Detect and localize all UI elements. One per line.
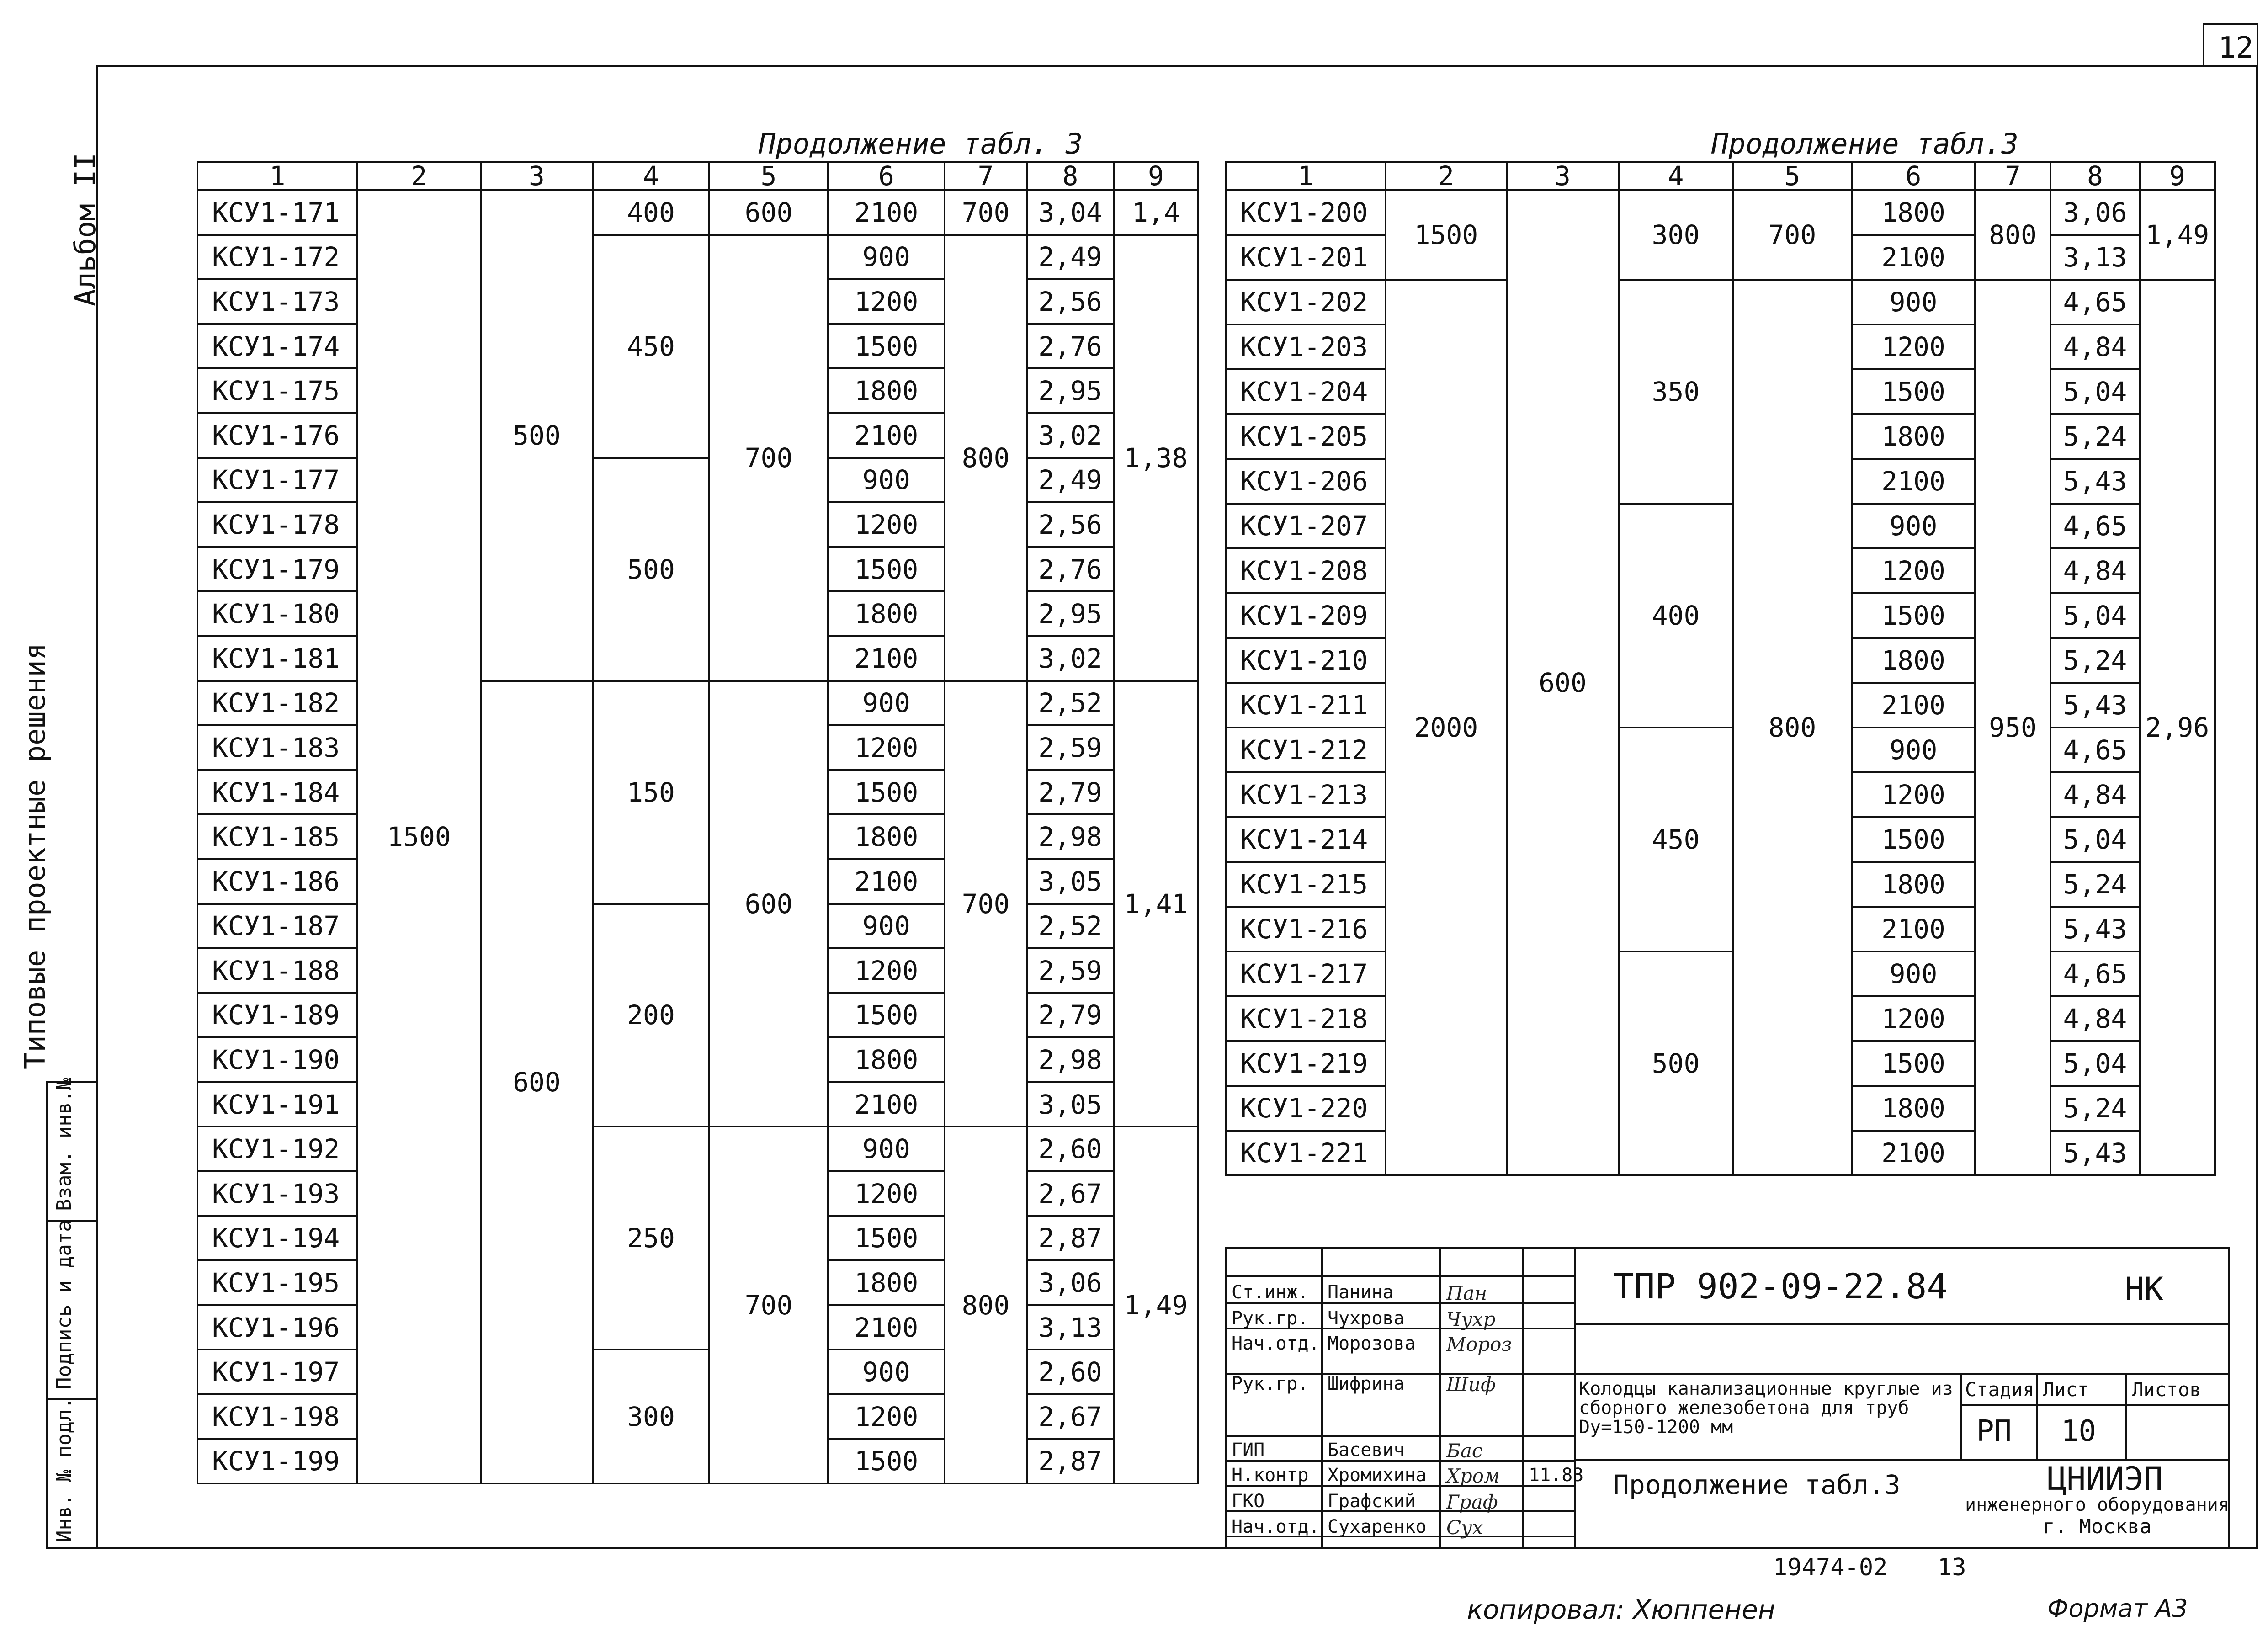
header-cell: 7 xyxy=(1975,162,2050,190)
value-cell: 1200 xyxy=(1852,772,1975,817)
table-row xyxy=(197,681,1198,726)
value-cell: 1500 xyxy=(1852,593,1975,638)
value-cell: 2,52 xyxy=(1027,904,1114,949)
value-cell: 150 xyxy=(593,681,709,904)
value-cell: 1800 xyxy=(1852,414,1975,459)
value-cell: 300 xyxy=(1619,190,1733,280)
tb-line xyxy=(1960,1404,2230,1406)
header-cell: 9 xyxy=(2140,162,2215,190)
value-cell: 700 xyxy=(945,681,1027,1127)
signature: Шиф xyxy=(1446,1373,1496,1396)
tb-row-line xyxy=(1225,1435,1574,1437)
org-sub: инженерного оборудования xyxy=(1965,1494,2229,1515)
header-cell: 5 xyxy=(709,162,828,190)
value-cell: 1800 xyxy=(828,1260,945,1305)
person-name: Панина xyxy=(1328,1282,1394,1303)
header-cell: 7 xyxy=(945,162,1027,190)
tb-line xyxy=(1522,1247,1524,1549)
value-cell: 1,49 xyxy=(2140,190,2215,280)
table-row xyxy=(1226,728,2215,772)
value-cell: 200 xyxy=(593,904,709,1127)
value-cell: 2,79 xyxy=(1027,993,1114,1038)
value-cell: 2,79 xyxy=(1027,770,1114,815)
value-cell: 1500 xyxy=(1852,369,1975,414)
stage-value: РП xyxy=(1976,1414,2012,1448)
value-cell: 1200 xyxy=(828,279,945,324)
value-cell: 1500 xyxy=(828,993,945,1038)
value-cell: 1200 xyxy=(1852,996,1975,1041)
value-cell: 700 xyxy=(709,235,828,681)
value-cell: 3,04 xyxy=(1027,190,1114,235)
tb-line xyxy=(1574,1373,2230,1375)
signature: Мороз xyxy=(1446,1333,1512,1355)
value-cell: 1200 xyxy=(828,1171,945,1216)
value-cell: 4,84 xyxy=(2050,548,2140,593)
item-code-cell: КСУ1-219 xyxy=(1226,1041,1386,1086)
item-code-cell: КСУ1-221 xyxy=(1226,1131,1386,1175)
stamp-replace-label: Взам. инв.№ xyxy=(53,1078,76,1211)
item-code-cell: КСУ1-189 xyxy=(197,993,357,1038)
item-code-cell: КСУ1-176 xyxy=(197,413,357,458)
item-code-cell: КСУ1-188 xyxy=(197,948,357,993)
value-cell: 900 xyxy=(828,1350,945,1394)
person-name: Хромихина xyxy=(1328,1465,1427,1486)
value-cell: 1500 xyxy=(1852,817,1975,862)
stamp-sign-label: Подпись и дата xyxy=(53,1220,76,1389)
item-code-cell: КСУ1-172 xyxy=(197,235,357,280)
value-cell: 5,24 xyxy=(2050,1086,2140,1131)
value-cell: 2100 xyxy=(828,859,945,904)
item-code-cell: КСУ1-198 xyxy=(197,1394,357,1439)
value-cell: 4,84 xyxy=(2050,772,2140,817)
left-table-body xyxy=(197,190,1198,1483)
value-cell: 950 xyxy=(1975,280,2050,1175)
item-code-cell: КСУ1-185 xyxy=(197,814,357,859)
value-cell: 2,76 xyxy=(1027,324,1114,369)
value-cell: 4,84 xyxy=(2050,996,2140,1041)
value-cell: 2,60 xyxy=(1027,1350,1114,1394)
item-code-cell: КСУ1-171 xyxy=(197,190,357,235)
value-cell: 2100 xyxy=(828,1082,945,1127)
value-cell: 1200 xyxy=(1852,548,1975,593)
value-cell: 5,43 xyxy=(2050,1131,2140,1175)
value-cell: 800 xyxy=(945,1127,1027,1483)
item-code-cell: КСУ1-175 xyxy=(197,368,357,413)
header-cell: 2 xyxy=(357,162,481,190)
value-cell: 2100 xyxy=(1852,907,1975,951)
value-cell: 900 xyxy=(1852,951,1975,996)
value-cell: 3,05 xyxy=(1027,859,1114,904)
value-cell: 2,96 xyxy=(2140,280,2215,1175)
value-cell: 2,98 xyxy=(1027,1037,1114,1082)
left-table xyxy=(197,161,1199,1484)
value-cell: 2,67 xyxy=(1027,1394,1114,1439)
role-label: Нач.отд. xyxy=(1232,1516,1320,1537)
tb-row-line xyxy=(1225,1302,1574,1304)
value-cell: 600 xyxy=(709,681,828,1127)
value-cell: 2100 xyxy=(1852,235,1975,280)
org-city: г. Москва xyxy=(2043,1515,2152,1538)
value-cell: 900 xyxy=(828,235,945,280)
value-cell: 900 xyxy=(1852,728,1975,772)
inventory-page: 13 xyxy=(1938,1554,1966,1581)
value-cell: 2,87 xyxy=(1027,1439,1114,1484)
value-cell: 1800 xyxy=(828,1037,945,1082)
value-cell: 2,87 xyxy=(1027,1216,1114,1261)
value-cell: 5,24 xyxy=(2050,638,2140,683)
value-cell: 800 xyxy=(1733,280,1852,1175)
person-name: Басевич xyxy=(1328,1440,1405,1461)
value-cell: 450 xyxy=(1619,728,1733,951)
value-cell: 900 xyxy=(828,1127,945,1171)
stamp-inv-label: Инв. № подл. xyxy=(53,1397,76,1542)
inventory-number: 19474-02 xyxy=(1773,1554,1888,1581)
item-code-cell: КСУ1-217 xyxy=(1226,951,1386,996)
value-cell: 1200 xyxy=(828,725,945,770)
value-cell: 2,67 xyxy=(1027,1171,1114,1216)
tb-row-line xyxy=(1225,1485,1574,1487)
role-label: ГИП xyxy=(1232,1440,1265,1461)
value-cell: 700 xyxy=(709,1127,828,1483)
value-cell: 3,13 xyxy=(2050,235,2140,280)
value-cell: 450 xyxy=(593,235,709,458)
album-label: Альбом II xyxy=(69,153,102,306)
tb-line xyxy=(1574,1323,2230,1325)
item-code-cell: КСУ1-181 xyxy=(197,636,357,681)
header-cell: 8 xyxy=(1027,162,1114,190)
copied-by: копировал: Хюппенен xyxy=(1467,1594,1775,1625)
item-code-cell: КСУ1-194 xyxy=(197,1216,357,1261)
tb-line xyxy=(1960,1373,1962,1459)
value-cell: 400 xyxy=(593,190,709,235)
series-label: Типовые проектные решения xyxy=(18,643,52,1069)
value-cell: 4,65 xyxy=(2050,951,2140,996)
tb-row-line xyxy=(1225,1536,1574,1537)
tb-row-line xyxy=(1225,1328,1574,1329)
role-label: Рук.гр. xyxy=(1232,1308,1309,1329)
person-name: Чухрова xyxy=(1328,1308,1405,1329)
value-cell: 900 xyxy=(828,904,945,949)
value-cell: 900 xyxy=(828,681,945,726)
item-code-cell: КСУ1-210 xyxy=(1226,638,1386,683)
value-cell: 5,04 xyxy=(2050,1041,2140,1086)
sheet-number-box xyxy=(2203,23,2258,67)
value-cell: 5,43 xyxy=(2050,683,2140,728)
value-cell: 2,49 xyxy=(1027,458,1114,503)
item-code-cell: КСУ1-173 xyxy=(197,279,357,324)
value-cell: 2,49 xyxy=(1027,235,1114,280)
tb-row-line xyxy=(1225,1275,1574,1277)
header-cell: 4 xyxy=(593,162,709,190)
sheet-number: 12 xyxy=(2218,31,2254,65)
value-cell: 4,65 xyxy=(2050,504,2140,548)
role-label: Ст.инж. xyxy=(1232,1282,1309,1303)
value-cell: 5,24 xyxy=(2050,414,2140,459)
signature: Граф xyxy=(1446,1491,1498,1513)
right-table-caption: Продолжение табл.3 xyxy=(1711,127,2018,160)
signature: Хром xyxy=(1446,1465,1500,1487)
header-cell: 4 xyxy=(1619,162,1733,190)
item-code-cell: КСУ1-212 xyxy=(1226,728,1386,772)
header-cell: 3 xyxy=(1507,162,1619,190)
value-cell: 1,4 xyxy=(1114,190,1198,235)
value-cell: 2000 xyxy=(1386,280,1507,1175)
signature: Сух xyxy=(1446,1516,1483,1539)
value-cell: 2,59 xyxy=(1027,948,1114,993)
item-code-cell: КСУ1-214 xyxy=(1226,817,1386,862)
table-row xyxy=(197,190,1198,235)
value-cell: 5,43 xyxy=(2050,907,2140,951)
value-cell: 3,05 xyxy=(1027,1082,1114,1127)
value-cell: 700 xyxy=(1733,190,1852,280)
value-cell: 3,06 xyxy=(2050,190,2140,235)
item-code-cell: КСУ1-191 xyxy=(197,1082,357,1127)
item-code-cell: КСУ1-216 xyxy=(1226,907,1386,951)
item-code-cell: КСУ1-202 xyxy=(1226,280,1386,324)
value-cell: 5,04 xyxy=(2050,369,2140,414)
role-label: Нач.отд. xyxy=(1232,1333,1320,1354)
person-name: Шифрина xyxy=(1328,1373,1405,1394)
item-code-cell: КСУ1-193 xyxy=(197,1171,357,1216)
value-cell: 1500 xyxy=(1386,190,1507,280)
item-code-cell: КСУ1-192 xyxy=(197,1127,357,1171)
right-table xyxy=(1225,161,2216,1176)
value-cell: 1800 xyxy=(1852,190,1975,235)
item-code-cell: КСУ1-197 xyxy=(197,1350,357,1394)
value-cell: 350 xyxy=(1619,280,1733,504)
item-code-cell: КСУ1-196 xyxy=(197,1305,357,1350)
value-cell: 900 xyxy=(1852,280,1975,324)
value-cell: 800 xyxy=(1975,190,2050,280)
value-cell: 2100 xyxy=(1852,1131,1975,1175)
value-cell: 1500 xyxy=(828,1439,945,1484)
value-cell: 5,04 xyxy=(2050,593,2140,638)
value-cell: 1,38 xyxy=(1114,235,1198,681)
value-cell: 3,02 xyxy=(1027,413,1114,458)
tb-line xyxy=(1439,1247,1441,1549)
value-cell: 3,02 xyxy=(1027,636,1114,681)
header-cell: 1 xyxy=(197,162,357,190)
value-cell: 2100 xyxy=(1852,459,1975,504)
value-cell: 500 xyxy=(1619,951,1733,1175)
header-cell: 2 xyxy=(1386,162,1507,190)
item-code-cell: КСУ1-186 xyxy=(197,859,357,904)
header-cell: 8 xyxy=(2050,162,2140,190)
item-code-cell: КСУ1-204 xyxy=(1226,369,1386,414)
stage-label: Стадия xyxy=(1965,1378,2034,1401)
person-name: Графский xyxy=(1328,1491,1416,1512)
value-cell: 600 xyxy=(481,681,593,1484)
value-cell: 800 xyxy=(945,235,1027,681)
item-code-cell: КСУ1-182 xyxy=(197,681,357,726)
item-code-cell: КСУ1-180 xyxy=(197,591,357,636)
value-cell: 1200 xyxy=(828,1394,945,1439)
item-code-cell: КСУ1-209 xyxy=(1226,593,1386,638)
item-code-cell: КСУ1-200 xyxy=(1226,190,1386,235)
doc-description: Колодцы канализационные круглые из сборного железобетона для труб Dy=150-1200 мм xyxy=(1579,1378,1953,1438)
header-cell: 6 xyxy=(828,162,945,190)
value-cell: 1200 xyxy=(1852,324,1975,369)
value-cell: 4,65 xyxy=(2050,280,2140,324)
signature: Пан xyxy=(1446,1282,1487,1304)
value-cell: 900 xyxy=(1852,504,1975,548)
value-cell: 500 xyxy=(593,458,709,681)
item-code-cell: КСУ1-179 xyxy=(197,547,357,592)
value-cell: 500 xyxy=(481,190,593,681)
doc-suffix: НК xyxy=(2125,1270,2164,1308)
value-cell: 2,76 xyxy=(1027,547,1114,592)
value-cell: 2,60 xyxy=(1027,1127,1114,1171)
tb-row-line xyxy=(1225,1460,1574,1462)
value-cell: 2,56 xyxy=(1027,502,1114,547)
org-name: ЦНИИЭП xyxy=(2047,1460,2163,1498)
value-cell: 1800 xyxy=(828,814,945,859)
header-cell: 9 xyxy=(1114,162,1198,190)
value-cell: 1800 xyxy=(1852,1086,1975,1131)
value-cell: 2,52 xyxy=(1027,681,1114,726)
header-cell: 5 xyxy=(1733,162,1852,190)
sheet-label: Лист xyxy=(2043,1378,2089,1401)
item-code-cell: КСУ1-211 xyxy=(1226,683,1386,728)
value-cell: 2100 xyxy=(828,1305,945,1350)
value-cell: 600 xyxy=(1507,190,1619,1175)
item-code-cell: КСУ1-190 xyxy=(197,1037,357,1082)
item-code-cell: КСУ1-184 xyxy=(197,770,357,815)
value-cell: 2,59 xyxy=(1027,725,1114,770)
role-label: Рук.гр. xyxy=(1232,1373,1309,1394)
item-code-cell: КСУ1-183 xyxy=(197,725,357,770)
value-cell: 600 xyxy=(709,190,828,235)
value-cell: 1500 xyxy=(828,770,945,815)
value-cell: 400 xyxy=(1619,504,1733,728)
table-row xyxy=(1226,951,2215,996)
sheet-value: 10 xyxy=(2061,1414,2097,1448)
item-code-cell: КСУ1-199 xyxy=(197,1439,357,1484)
tb-line xyxy=(2036,1373,2038,1459)
table-row xyxy=(197,235,1198,280)
value-cell: 2100 xyxy=(1852,683,1975,728)
sheets-label: Листов xyxy=(2132,1378,2201,1401)
person-name: Сухаренко xyxy=(1328,1516,1427,1537)
signature: Чухр xyxy=(1446,1308,1496,1330)
value-cell: 2,56 xyxy=(1027,279,1114,324)
table-row xyxy=(197,458,1198,503)
table-row xyxy=(1226,504,2215,548)
header-cell: 6 xyxy=(1852,162,1975,190)
item-code-cell: КСУ1-174 xyxy=(197,324,357,369)
value-cell: 1500 xyxy=(357,190,481,1483)
item-code-cell: КСУ1-218 xyxy=(1226,996,1386,1041)
role-label: ГКО xyxy=(1232,1491,1265,1512)
value-cell: 2100 xyxy=(828,413,945,458)
table-row xyxy=(197,1350,1198,1394)
value-cell: 1800 xyxy=(828,591,945,636)
value-cell: 5,04 xyxy=(2050,817,2140,862)
value-cell: 2,98 xyxy=(1027,814,1114,859)
header-cell: 3 xyxy=(481,162,593,190)
value-cell: 1500 xyxy=(828,324,945,369)
sheet-title: Продолжение табл.3 xyxy=(1613,1469,1901,1500)
item-code-cell: КСУ1-195 xyxy=(197,1260,357,1305)
item-code-cell: КСУ1-207 xyxy=(1226,504,1386,548)
item-code-cell: КСУ1-203 xyxy=(1226,324,1386,369)
tb-line xyxy=(1574,1247,1576,1549)
table-row xyxy=(1226,280,2215,324)
paper-format: Формат А3 xyxy=(2047,1594,2188,1623)
value-cell: 700 xyxy=(945,190,1027,235)
table-row xyxy=(197,1127,1198,1171)
value-cell: 1200 xyxy=(828,502,945,547)
item-code-cell: КСУ1-178 xyxy=(197,502,357,547)
value-cell: 900 xyxy=(828,458,945,503)
approval-date: 11.83 xyxy=(1529,1465,1584,1486)
value-cell: 1500 xyxy=(1852,1041,1975,1086)
value-cell: 4,65 xyxy=(2050,728,2140,772)
signature: Бас xyxy=(1446,1440,1483,1462)
item-code-cell: КСУ1-177 xyxy=(197,458,357,503)
item-code-cell: КСУ1-208 xyxy=(1226,548,1386,593)
item-code-cell: КСУ1-215 xyxy=(1226,862,1386,907)
value-cell: 1,41 xyxy=(1114,681,1198,1127)
right-table-body xyxy=(1226,190,2215,1175)
value-cell: 2100 xyxy=(828,636,945,681)
value-cell: 5,24 xyxy=(2050,862,2140,907)
value-cell: 2,95 xyxy=(1027,368,1114,413)
tb-row-line xyxy=(1225,1510,1574,1512)
table-row xyxy=(197,904,1198,949)
role-label: Н.контр xyxy=(1232,1465,1309,1486)
value-cell: 1200 xyxy=(828,948,945,993)
header-cell: 1 xyxy=(1226,162,1386,190)
item-code-cell: КСУ1-220 xyxy=(1226,1086,1386,1131)
value-cell: 1500 xyxy=(828,1216,945,1261)
value-cell: 3,06 xyxy=(1027,1260,1114,1305)
doc-code: ТПР 902-09-22.84 xyxy=(1613,1266,1948,1307)
value-cell: 1800 xyxy=(1852,638,1975,683)
left-table-caption: Продолжение табл. 3 xyxy=(759,127,1083,160)
value-cell: 1800 xyxy=(828,368,945,413)
item-code-cell: КСУ1-205 xyxy=(1226,414,1386,459)
value-cell: 2,95 xyxy=(1027,591,1114,636)
value-cell: 4,84 xyxy=(2050,324,2140,369)
item-code-cell: КСУ1-206 xyxy=(1226,459,1386,504)
value-cell: 5,43 xyxy=(2050,459,2140,504)
value-cell: 1800 xyxy=(1852,862,1975,907)
value-cell: 250 xyxy=(593,1127,709,1350)
value-cell: 300 xyxy=(593,1350,709,1483)
person-name: Морозова xyxy=(1328,1333,1416,1354)
value-cell: 1,49 xyxy=(1114,1127,1198,1483)
tb-line xyxy=(1321,1247,1323,1549)
tb-line xyxy=(2125,1373,2127,1459)
item-code-cell: КСУ1-213 xyxy=(1226,772,1386,817)
table-row xyxy=(1226,190,2215,235)
value-cell: 1500 xyxy=(828,547,945,592)
item-code-cell: КСУ1-201 xyxy=(1226,235,1386,280)
value-cell: 2100 xyxy=(828,190,945,235)
item-code-cell: КСУ1-187 xyxy=(197,904,357,949)
value-cell: 3,13 xyxy=(1027,1305,1114,1350)
